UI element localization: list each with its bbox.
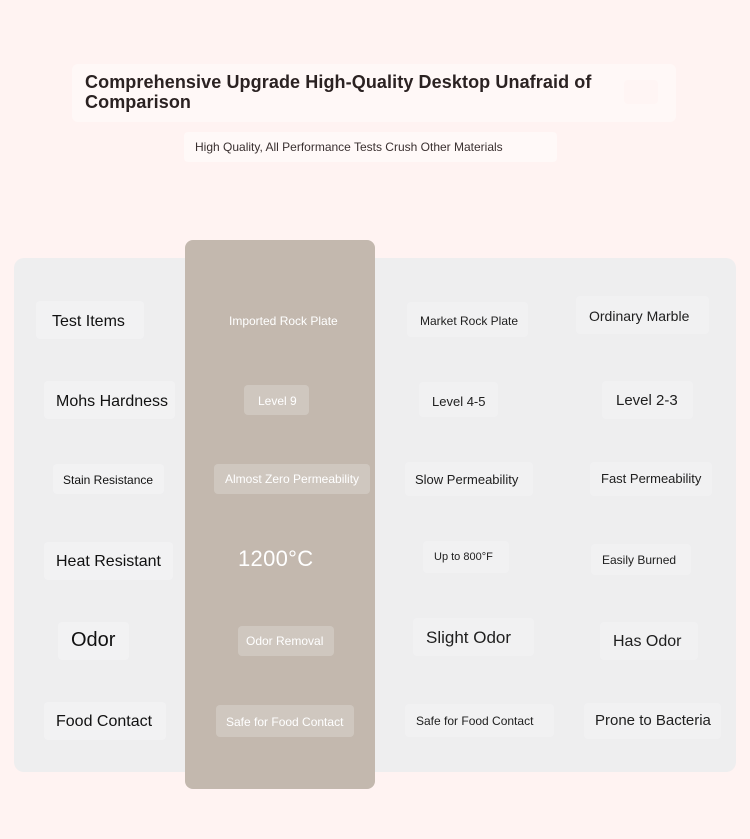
test-item-label: Stain Resistance [63,473,154,487]
market-rock-plate-value: Market Rock Plate [420,314,519,328]
imported-rock-plate-value: Almost Zero Permeability [225,472,360,486]
test-item-label: Mohs Hardness [56,393,169,410]
test-item-label: Test Items [52,313,125,330]
ordinary-marble-value: Ordinary Marble [589,308,690,324]
headline-decoration [624,80,658,104]
ordinary-marble-value: Level 2-3 [616,392,678,409]
market-rock-plate-value: Slight Odor [426,628,512,647]
imported-rock-plate-value: 1200°C [238,546,314,571]
page-subtitle: High Quality, All Performance Tests Crush Other Materials [195,140,503,154]
imported-rock-plate-value: Level 9 [258,394,297,408]
market-rock-plate-value: Slow Permeability [415,472,519,487]
ordinary-marble-value: Easily Burned [602,553,677,567]
page-title: Comprehensive Upgrade High-Quality Desktop Unafraid of Comparison [85,72,592,112]
headline-panel [72,64,676,122]
ordinary-marble-value: Has Odor [613,633,682,650]
imported-rock-plate-value: Odor Removal [246,634,324,648]
market-rock-plate-value: Safe for Food Contact [416,714,534,728]
ordinary-marble-value: Fast Permeability [601,471,702,486]
imported-rock-plate-value: Imported Rock Plate [229,314,338,328]
test-item-label: Odor [71,629,116,651]
market-rock-plate-value: Level 4-5 [432,394,486,409]
imported-rock-plate-value: Safe for Food Contact [226,715,344,729]
test-item-label: Heat Resistant [56,553,161,570]
test-item-label: Food Contact [56,713,153,730]
market-rock-plate-value: Up to 800°F [434,551,493,563]
subtitle-panel [184,132,557,162]
ordinary-marble-value: Prone to Bacteria [595,712,711,729]
